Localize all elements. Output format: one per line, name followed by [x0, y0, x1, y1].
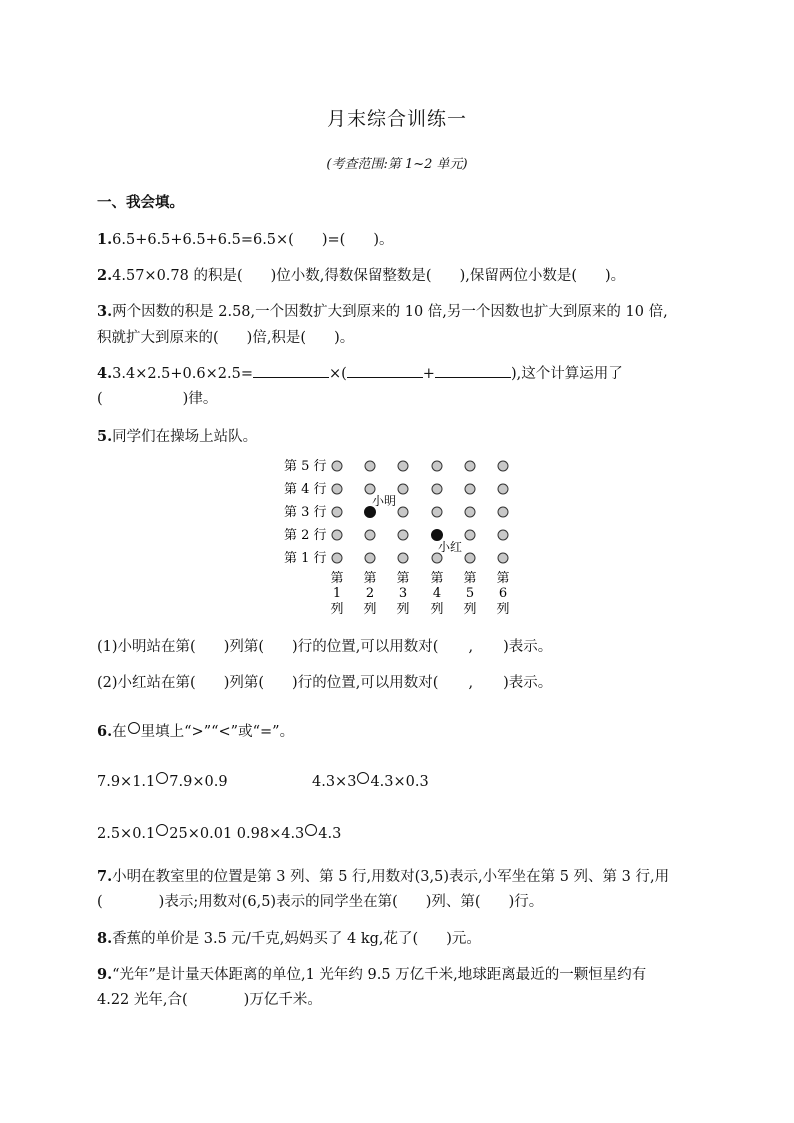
question-2: 2.4.57×0.78 的积是( )位小数,得数保留整数是( ),保留两位小数是( )。: [97, 267, 626, 284]
col-label-top: 第: [396, 571, 410, 586]
xiaoming-label: 小明: [372, 494, 397, 508]
student-dot: [398, 530, 408, 540]
exam-scope: (考查范围:第 1~2 单元): [326, 157, 468, 172]
student-dot: [365, 553, 375, 563]
col-label-top: 第: [463, 571, 477, 586]
col-label-top: 第: [430, 571, 444, 586]
student-dot: [332, 507, 342, 517]
student-dot: [465, 461, 475, 471]
student-dot: [332, 553, 342, 563]
student-dot: [365, 530, 375, 540]
student-dot: [432, 553, 442, 563]
section-heading: 一、我会填。: [97, 194, 184, 211]
question-1: 1.6.5+6.5+6.5+6.5=6.5×( )=( )。: [97, 231, 394, 248]
question-4-line-2: ( )律。: [97, 391, 218, 407]
answer-underline[interactable]: [435, 365, 511, 378]
xiaohong-dot: [432, 530, 443, 541]
question-7-line-2: ( )表示;用数对(6,5)表示的同学坐在第( )列、第( )行。: [97, 894, 544, 910]
student-dot: [498, 553, 508, 563]
student-dot: [365, 461, 375, 471]
question-7-line-1: 7.小明在教室里的位置是第 3 列、第 5 行,用数对(3,5)表示,小军坐在第 5 列、第 3 行,用: [97, 868, 670, 885]
page-title: 月末综合训练一: [326, 108, 467, 130]
col-label-num: 3: [398, 586, 408, 601]
student-dot: [498, 484, 508, 494]
student-dot: [498, 461, 508, 471]
col-label-top: 第: [363, 571, 377, 586]
row-label: 第 5 行: [284, 459, 327, 474]
question-9-line-1: 9.“光年”是计量天体距离的单位,1 光年约 9.5 万亿千米,地球距离最近的一颗恒星约有: [97, 966, 647, 983]
row-label: 第 1 行: [284, 551, 327, 566]
question-6-row-1: 7.9×1.1 7.9×0.9: [97, 774, 228, 790]
student-dot: [432, 507, 442, 517]
question-5-sub-2: (2)小红站在第( )列第( )行的位置,可以用数对( , )表示。: [97, 675, 553, 691]
student-dot: [398, 461, 408, 471]
student-dot: [465, 530, 475, 540]
student-dot: [365, 484, 375, 494]
compare-circle[interactable]: [156, 824, 168, 836]
answer-underline[interactable]: [347, 365, 423, 378]
student-dot: [498, 507, 508, 517]
col-label-bottom: 列: [463, 602, 477, 617]
compare-circle[interactable]: [305, 824, 317, 836]
question-9-line-2: 4.22 光年,合( )万亿千米。: [97, 992, 322, 1008]
question-5-sub-1: (1)小明站在第( )列第( )行的位置,可以用数对( , )表示。: [97, 639, 553, 655]
student-dot: [465, 507, 475, 517]
question-6-row-2: 2.5×0.1 25×0.01 0.98×4.3 4.3: [97, 826, 342, 842]
question-6-row-1b: 4.3×3 4.3×0.3: [312, 774, 429, 790]
question-4-line-1: 4.3.4×2.5+0.6×2.5= ×( + ),这个计算运用了: [97, 365, 623, 382]
col-label-num: 1: [332, 586, 342, 601]
student-dot: [332, 484, 342, 494]
question-3-line-2: 积就扩大到原来的( )倍,积是( )。: [97, 330, 355, 346]
student-dot: [498, 530, 508, 540]
col-label-num: 6: [498, 586, 508, 601]
xiaohong-label: 小红: [438, 540, 463, 554]
question-5: 5.同学们在操场上站队。: [97, 428, 258, 445]
col-label-num: 2: [365, 586, 375, 601]
student-dot: [398, 484, 408, 494]
question-3-line-1: 3.两个因数的积是 2.58,一个因数扩大到原来的 10 倍,另一个因数也扩大到原来的 10 倍,: [97, 303, 668, 320]
question-8: 8.香蕉的单价是 3.5 元/千克,妈妈买了 4 kg,花了( )元。: [97, 930, 481, 947]
student-dot: [465, 553, 475, 563]
col-label-bottom: 列: [396, 602, 410, 617]
row-label: 第 2 行: [284, 528, 327, 543]
compare-circle[interactable]: [156, 772, 168, 784]
student-dot: [465, 484, 475, 494]
col-label-top: 第: [330, 571, 344, 586]
compare-circle[interactable]: [357, 772, 369, 784]
row-label: 第 4 行: [284, 482, 327, 497]
formation-grid: [270, 455, 530, 620]
student-dot: [398, 553, 408, 563]
student-dot: [398, 507, 408, 517]
answer-underline[interactable]: [253, 365, 329, 378]
question-6: 6.在 里填上“>”“<”或“=”。: [97, 723, 295, 740]
col-label-bottom: 列: [496, 602, 510, 617]
col-label-num: 4: [432, 586, 442, 601]
col-label-top: 第: [496, 571, 510, 586]
circle-icon: [128, 722, 140, 734]
student-dot: [432, 484, 442, 494]
student-dot: [432, 461, 442, 471]
col-label-bottom: 列: [430, 602, 444, 617]
student-dot: [332, 461, 342, 471]
student-dot: [332, 530, 342, 540]
col-label-num: 5: [465, 586, 475, 601]
col-label-bottom: 列: [330, 602, 344, 617]
xiaoming-dot: [365, 507, 376, 518]
col-label-bottom: 列: [363, 602, 377, 617]
row-label: 第 3 行: [284, 505, 327, 520]
